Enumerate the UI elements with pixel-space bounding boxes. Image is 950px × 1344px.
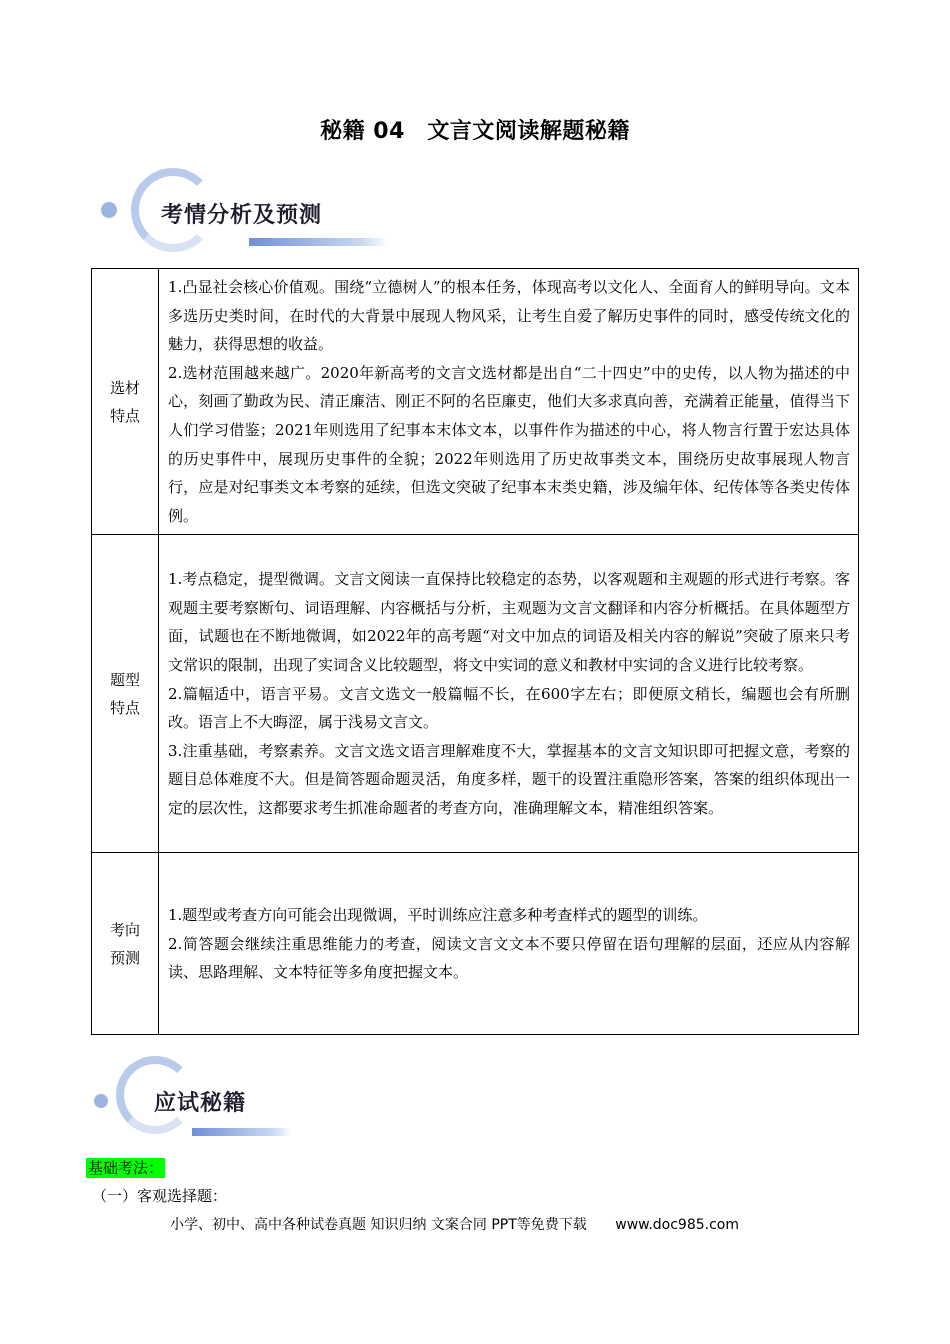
paragraph: 1.题型或考查方向可能会出现微调，平时训练应注意多种考查样式的题型的训练。 [168,905,708,924]
footer-text: 小学、初中、高中各种试卷真题 知识归纳 文案合同 PPT等免费下载 [170,1217,587,1233]
banner-underline [192,1128,292,1136]
paragraph: 2.简答题会继续注重思维能力的考查，阅读文言文文本不要只停留在语句理解的层面，还应从内容解读、思路理解、文本特征等多角度把握文本。 [168,934,850,982]
section-banner-tips [92,1054,312,1144]
paragraph: 3.注重基础，考察素养。文言文选文语言理解难度不大，掌握基本的文言文知识即可把握文意，考察的题目总体难度不大。但是简答题命题灵活，角度多样，题干的设置注重隐形答案，答案的组织体现出一定的层次性，这都要求考生抓准命题者的考查方向，准确理解文本，精准组织答案。 [168,741,850,817]
banner-label: 应试秘籍 [154,1091,247,1116]
row-content [159,269,859,535]
banner-label: 考情分析及预测 [161,203,323,228]
decorative-dot-icon [101,202,117,218]
table-row [92,269,859,535]
decorative-dot-icon [94,1094,108,1108]
paragraph: 2.选材范围越来越广。2020年新高考的文言文选材都是出自“二十四史”中的史传，以人物为描述的中心，刻画了勤政为民、清正廉洁、刚正不阿的名臣廉吏，他们大多求真向善，充满着正能量，值得当下人们学习借鉴；2021年则选用了纪事本末体文本，以事件作为描述的中心，将人物言行置于宏达具体的历史事件中，展现历史事件的全貌；2022年则选用了历史故事类文本，围绕历史故事展现人物言行，应是对纪事类文本考察的延续，但选文突破了纪事本末类史籍，涉及编年体、纪传体等各类史传体例。 [168,363,850,525]
exam-analysis-table [91,268,859,1035]
table-row [92,535,859,853]
section-highlight: 基础考法： [88,1159,164,1177]
row-content [159,535,859,853]
row-header: 题型 特点 [92,535,159,853]
banner-underline [249,238,389,246]
page-footer [170,1214,739,1234]
row-header: 考向 预测 [92,853,159,1035]
paragraph: 1.凸显社会核心价值观。围绕“立德树人”的根本任务，体现高考以文化人、全面育人的鲜明导向。文本多选历史类时间，在时代的大背景中展现人物风采，让考生自爱了解历史事件的同时，感受传统文化的魅力，获得思想的收益。 [168,278,850,354]
subsection-heading: （一）客观选择题： [92,1187,228,1205]
table-row [92,853,859,1035]
row-header: 选材 特点 [92,269,159,535]
row-content [159,853,859,1035]
footer-link[interactable]: www.doc985.com [615,1217,739,1233]
section-banner-analysis [95,164,395,254]
page-title: 秘籍 04 文言文阅读解题秘籍 [320,119,630,144]
paragraph: 2.篇幅适中，语言平易。文言文选文一般篇幅不长，在600字左右；即便原文稍长，编题也会有所删改。语言上不大晦涩，属于浅易文言文。 [168,684,850,732]
paragraph: 1.考点稳定，提型微调。文言文阅读一直保持比较稳定的态势，以客观题和主观题的形式进行考察。客观题主要考察断句、词语理解、内容概括与分析，主观题为文言文翻译和内容分析概括。在具体题型方面，试题也在不断地微调，如2022年的高考题“对文中加点的词语及相关内容的解说”突破了原来只考文常识的限制，出现了实词含义比较题型，将文中实词的意义和教材中实词的含义进行比较考察。 [168,570,850,674]
